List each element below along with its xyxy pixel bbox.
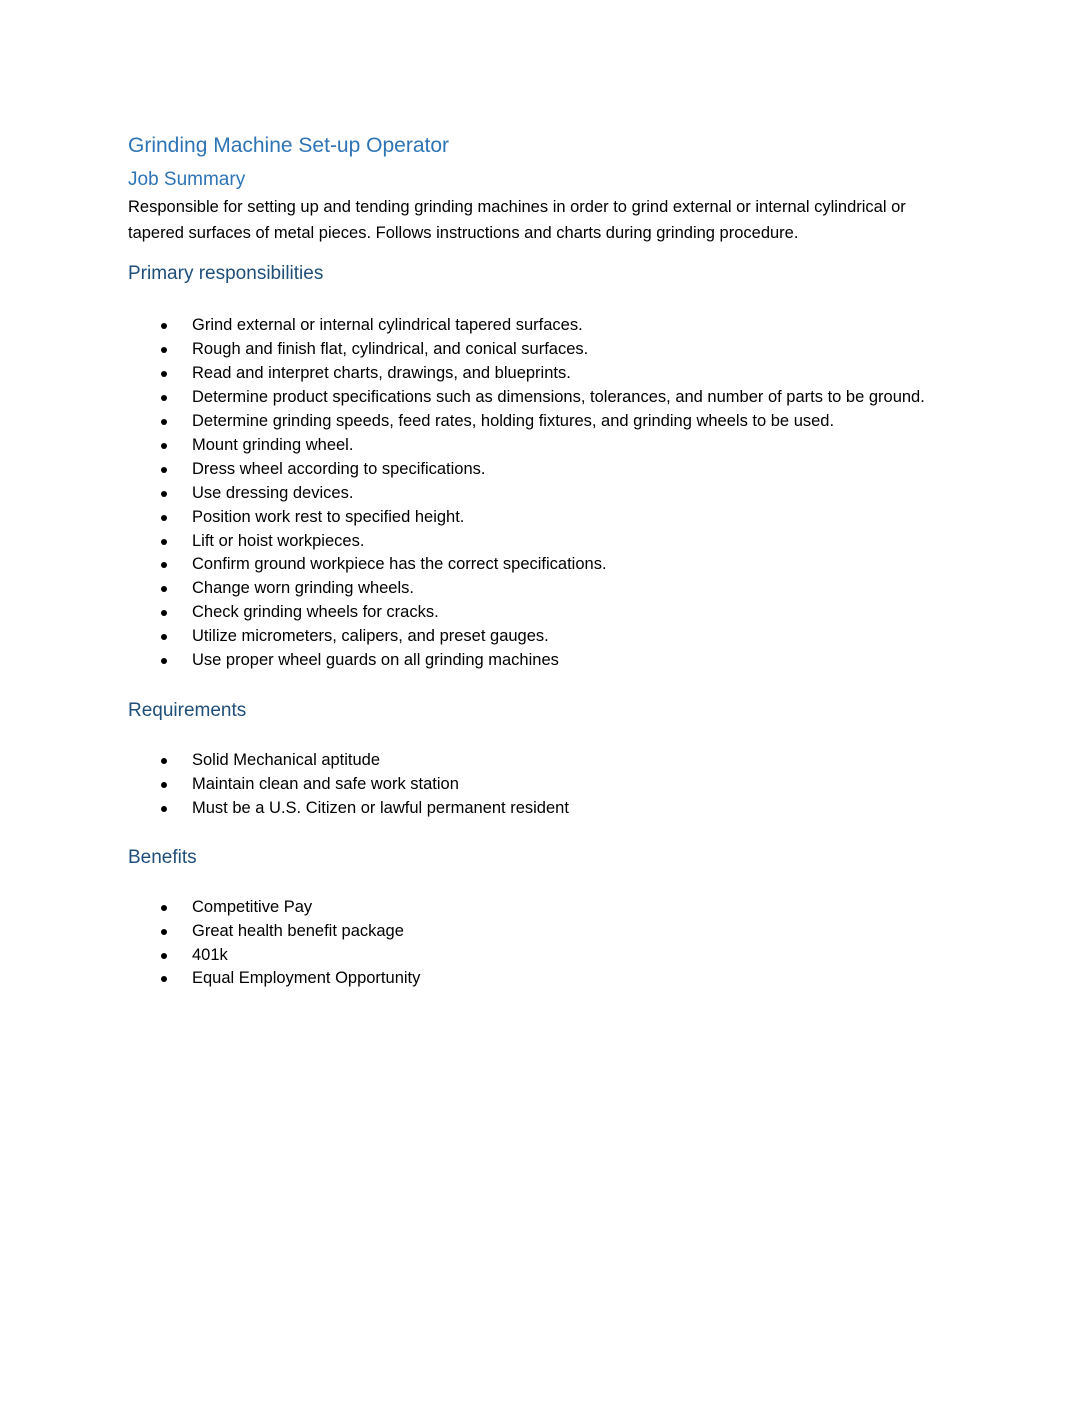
bullet-icon [161,491,167,497]
list-item [128,506,928,530]
list-item [128,967,928,991]
list-item [128,314,928,338]
list-item [128,338,928,362]
bullet-icon [161,395,167,401]
list-item-text: Mount grinding wheel. [192,435,354,454]
bullet-icon [161,443,167,449]
list-item-text: Great health benefit package [192,921,404,940]
bullet-icon [161,634,167,640]
list-item-text: Position work rest to specified height. [192,507,465,526]
bullet-icon [161,515,167,521]
list-item-text: Lift or hoist workpieces. [192,531,365,550]
list-item-text: Competitive Pay [192,897,313,916]
list-item-text: Determine grinding speeds, feed rates, holding fixtures, and grinding wheels to be used. [192,412,835,431]
bullet-icon [161,371,167,377]
list-item [128,410,928,434]
job-summary-text: Responsible for setting up and tending grinding machines in order to grind external or internal cylindrical or tapered surfaces of metal pieces. Follows instructions and charts during grinding procedure. [128,198,906,242]
job-summary-heading: Job Summary [128,169,246,190]
bullet-icon [161,782,167,788]
list-item [128,458,928,482]
list-item [128,362,928,386]
bullet-icon [161,953,167,959]
list-item-text: Check grinding wheels for cracks. [192,603,439,622]
document-title: Grinding Machine Set-up Operator [128,134,449,157]
document-content [128,130,928,991]
list-item [128,482,928,506]
list-item [128,797,928,821]
bullet-icon [161,758,167,764]
list-item [128,896,928,920]
bullet-icon [161,658,167,664]
bullet-icon [161,929,167,935]
bullet-icon [161,806,167,812]
list-item [128,773,928,797]
list-item-text: Maintain clean and safe work station [192,774,459,793]
bullet-icon [161,586,167,592]
bullet-icon [161,347,167,353]
list-item-text: Utilize micrometers, calipers, and preset gauges. [192,627,549,646]
list-item-text: Rough and finish flat, cylindrical, and conical surfaces. [192,340,589,359]
list-item [128,601,928,625]
list-item [128,553,928,577]
list-item [128,577,928,601]
bullet-icon [161,467,167,473]
list-item-text: Read and interpret charts, drawings, and blueprints. [192,364,571,383]
list-item-text: Dress wheel according to specifications. [192,459,486,478]
list-item-text: Grind external or internal cylindrical tapered surfaces. [192,316,583,335]
list-item-text: Solid Mechanical aptitude [192,751,381,769]
list-item [128,944,928,968]
list-item [128,920,928,944]
list-item-text: Change worn grinding wheels. [192,579,414,598]
bullet-icon [161,976,167,982]
responsibilities-list [128,314,928,673]
list-item [128,749,928,773]
list-item-text: Must be a U.S. Citizen or lawful permanent resident [192,798,569,817]
responsibilities-heading: Primary responsibilities [128,263,324,285]
list-item [128,649,928,673]
list-item [128,434,928,458]
list-item [128,386,928,410]
requirements-list [128,749,928,821]
list-item [128,530,928,554]
requirements-heading: Requirements [128,700,247,721]
bullet-icon [161,419,167,425]
benefits-list [128,896,928,992]
bullet-icon [161,562,167,568]
bullet-icon [161,905,167,911]
bullet-icon [161,539,167,545]
list-item-text: Use dressing devices. [192,483,354,502]
list-item-text: Use proper wheel guards on all grinding machines [192,651,559,670]
list-item-text: 401k [192,945,228,964]
benefits-heading: Benefits [128,846,197,868]
list-item-text: Confirm ground workpiece has the correct specifications. [192,555,607,574]
list-item-text: Determine product specifications such as dimensions, tolerances, and number of parts to be ground. [192,388,925,407]
bullet-icon [161,610,167,616]
bullet-icon [161,323,167,329]
list-item [128,625,928,649]
list-item-text: Equal Employment Opportunity [192,969,421,988]
